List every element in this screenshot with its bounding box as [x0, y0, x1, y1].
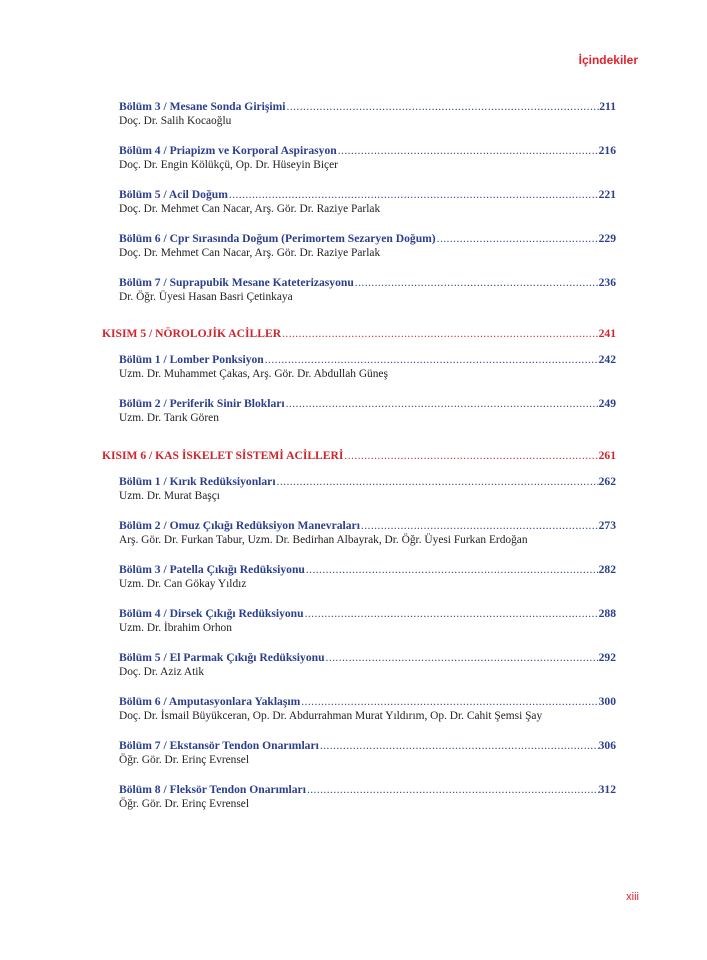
toc-chapter-title: Bölüm 4 / Dirsek Çıkığı Redüksiyonu	[119, 607, 304, 620]
toc-leader-dots	[304, 607, 599, 621]
toc-chapter-authors: Uzm. Dr. İbrahim Orhon	[119, 622, 232, 634]
toc-chapter-line[interactable]	[119, 519, 616, 533]
toc-page-number: 211	[599, 100, 616, 113]
toc-leader-dots	[436, 232, 599, 246]
toc-chapter-authors: Doç. Dr. Salih Kocaoğlu	[119, 115, 232, 127]
toc-chapter-line[interactable]	[119, 695, 616, 709]
toc-entry	[102, 739, 616, 767]
toc-page-number: 221	[598, 188, 616, 201]
toc-entry	[102, 695, 616, 723]
toc-leader-dots	[281, 327, 599, 341]
toc-page-number: 261	[598, 449, 616, 462]
toc-page-number: 242	[598, 353, 616, 366]
toc-page-number: 262	[598, 475, 616, 488]
toc-page-number: 216	[598, 144, 616, 157]
toc-chapter-line[interactable]	[119, 739, 616, 753]
toc-entry	[102, 353, 616, 381]
toc-page-number: 288	[598, 607, 616, 620]
toc-chapter-title: Bölüm 7 / Suprapubik Mesane Kateterizasyonu	[119, 276, 354, 289]
toc-leader-dots	[319, 739, 599, 753]
toc-leader-dots	[354, 276, 599, 290]
toc-chapter-authors: Doç. Dr. Aziz Atik	[119, 666, 205, 678]
toc-chapter-authors: Öğr. Gör. Dr. Erinç Evrensel	[119, 754, 250, 766]
toc-chapter-title: Bölüm 3 / Patella Çıkığı Redüksiyonu	[119, 563, 305, 576]
toc-chapter-authors: Doç. Dr. Mehmet Can Nacar, Arş. Gör. Dr. Raziye Parlak	[119, 247, 381, 259]
toc-chapter-authors: Uzm. Dr. Muhammet Çakas, Arş. Gör. Dr. Abdullah Güneş	[119, 368, 388, 380]
toc-chapter-line[interactable]	[119, 353, 616, 367]
toc-chapter-line[interactable]	[119, 783, 616, 797]
toc-chapter-title: Bölüm 6 / Amputasyonlara Yaklaşım	[119, 695, 301, 708]
toc-chapter-line[interactable]	[119, 276, 616, 290]
toc-chapter-line[interactable]	[119, 607, 616, 621]
toc-entry	[102, 100, 616, 128]
toc-chapter-title: Bölüm 5 / El Parmak Çıkığı Redüksiyonu	[119, 651, 325, 664]
toc-page-number: 236	[598, 276, 616, 289]
toc-page-number: 249	[598, 397, 616, 410]
toc-chapter-title: Bölüm 6 / Cpr Sırasında Doğum (Perimortem Sezaryen Doğum)	[119, 232, 436, 245]
toc-leader-dots	[276, 475, 599, 489]
toc-chapter-line[interactable]	[119, 188, 616, 202]
toc-chapter-line[interactable]	[119, 144, 616, 158]
toc-chapter-line[interactable]	[119, 651, 616, 665]
toc-chapter-authors: Doç. Dr. Engin Kölükçü, Op. Dr. Hüseyin Biçer	[119, 159, 338, 171]
toc-leader-dots	[285, 397, 599, 411]
toc-entry	[102, 232, 616, 260]
toc-entry	[102, 607, 616, 635]
toc-chapter-title: Bölüm 2 / Omuz Çıkığı Redüksiyon Manevraları	[119, 519, 360, 532]
toc-chapter-line[interactable]	[119, 397, 616, 411]
toc-chapter-title: Bölüm 2 / Periferik Sinir Blokları	[119, 397, 285, 410]
toc-part-line[interactable]	[102, 327, 616, 341]
toc-chapter-line[interactable]	[119, 563, 616, 577]
toc-chapter-title: Bölüm 4 / Priapizm ve Korporal Aspirasyon	[119, 144, 337, 157]
toc-leader-dots	[264, 353, 599, 367]
table-of-contents	[102, 100, 616, 811]
toc-leader-dots	[286, 100, 600, 114]
toc-chapter-line[interactable]	[119, 232, 616, 246]
toc-leader-dots	[228, 188, 599, 202]
toc-part-title: KISIM 6 / KAS İSKELET SİSTEMİ ACİLLERİ	[102, 449, 344, 462]
toc-part-title: KISIM 5 / NÖROLOJİK ACİLLER	[102, 327, 282, 340]
toc-part-entry	[102, 327, 616, 341]
toc-chapter-line[interactable]	[119, 475, 616, 489]
toc-chapter-title: Bölüm 8 / Fleksör Tendon Onarımları	[119, 783, 306, 796]
toc-chapter-authors: Uzm. Dr. Tarık Gören	[119, 412, 219, 424]
running-header-title: İçindekiler	[578, 53, 638, 67]
toc-chapter-authors: Arş. Gör. Dr. Furkan Tabur, Uzm. Dr. Bedirhan Albayrak, Dr. Öğr. Üyesi Furkan Erdoğan	[119, 534, 528, 546]
toc-chapter-title: Bölüm 7 / Ekstansör Tendon Onarımları	[119, 739, 319, 752]
toc-entry	[102, 144, 616, 172]
toc-chapter-title: Bölüm 1 / Lomber Ponksiyon	[119, 353, 264, 366]
toc-entry	[102, 397, 616, 425]
toc-chapter-title: Bölüm 1 / Kırık Redüksiyonları	[119, 475, 276, 488]
toc-page-number: 312	[598, 783, 616, 796]
toc-page-number: 273	[598, 519, 616, 532]
toc-page-number: 229	[598, 232, 616, 245]
toc-page-number: 241	[598, 327, 616, 340]
toc-leader-dots	[306, 783, 599, 797]
toc-leader-dots	[360, 519, 599, 533]
toc-chapter-authors: Uzm. Dr. Can Gökay Yıldız	[119, 578, 247, 590]
toc-leader-dots	[343, 449, 598, 463]
toc-page-number: 306	[598, 739, 616, 752]
toc-entry	[102, 276, 616, 304]
toc-chapter-authors: Uzm. Dr. Murat Başçı	[119, 490, 220, 502]
toc-chapter-title: Bölüm 3 / Mesane Sonda Girişimi	[119, 100, 286, 113]
toc-entry	[102, 783, 616, 811]
toc-leader-dots	[305, 563, 599, 577]
toc-entry	[102, 563, 616, 591]
toc-page-number: 282	[598, 563, 616, 576]
toc-leader-dots	[337, 144, 599, 158]
toc-chapter-title: Bölüm 5 / Acil Doğum	[119, 188, 228, 201]
toc-part-entry	[102, 449, 616, 463]
toc-entry	[102, 651, 616, 679]
toc-chapter-authors: Öğr. Gör. Dr. Erinç Evrensel	[119, 798, 250, 810]
toc-entry	[102, 519, 616, 547]
toc-chapter-line[interactable]	[119, 100, 616, 114]
toc-chapter-authors: Dr. Öğr. Üyesi Hasan Basri Çetinkaya	[119, 291, 293, 303]
toc-page-number: 300	[598, 695, 616, 708]
toc-entry	[102, 188, 616, 216]
toc-leader-dots	[325, 651, 599, 665]
footer-page-number: xiii	[626, 891, 639, 903]
toc-leader-dots	[300, 695, 598, 709]
toc-chapter-authors: Doç. Dr. İsmail Büyükceran, Op. Dr. Abdurrahman Murat Yıldırım, Op. Dr. Cahit Şemsi Şay	[119, 710, 543, 722]
toc-entry	[102, 475, 616, 503]
toc-chapter-authors: Doç. Dr. Mehmet Can Nacar, Arş. Gör. Dr. Raziye Parlak	[119, 203, 381, 215]
toc-page-number: 292	[598, 651, 616, 664]
toc-part-line[interactable]	[102, 449, 616, 463]
